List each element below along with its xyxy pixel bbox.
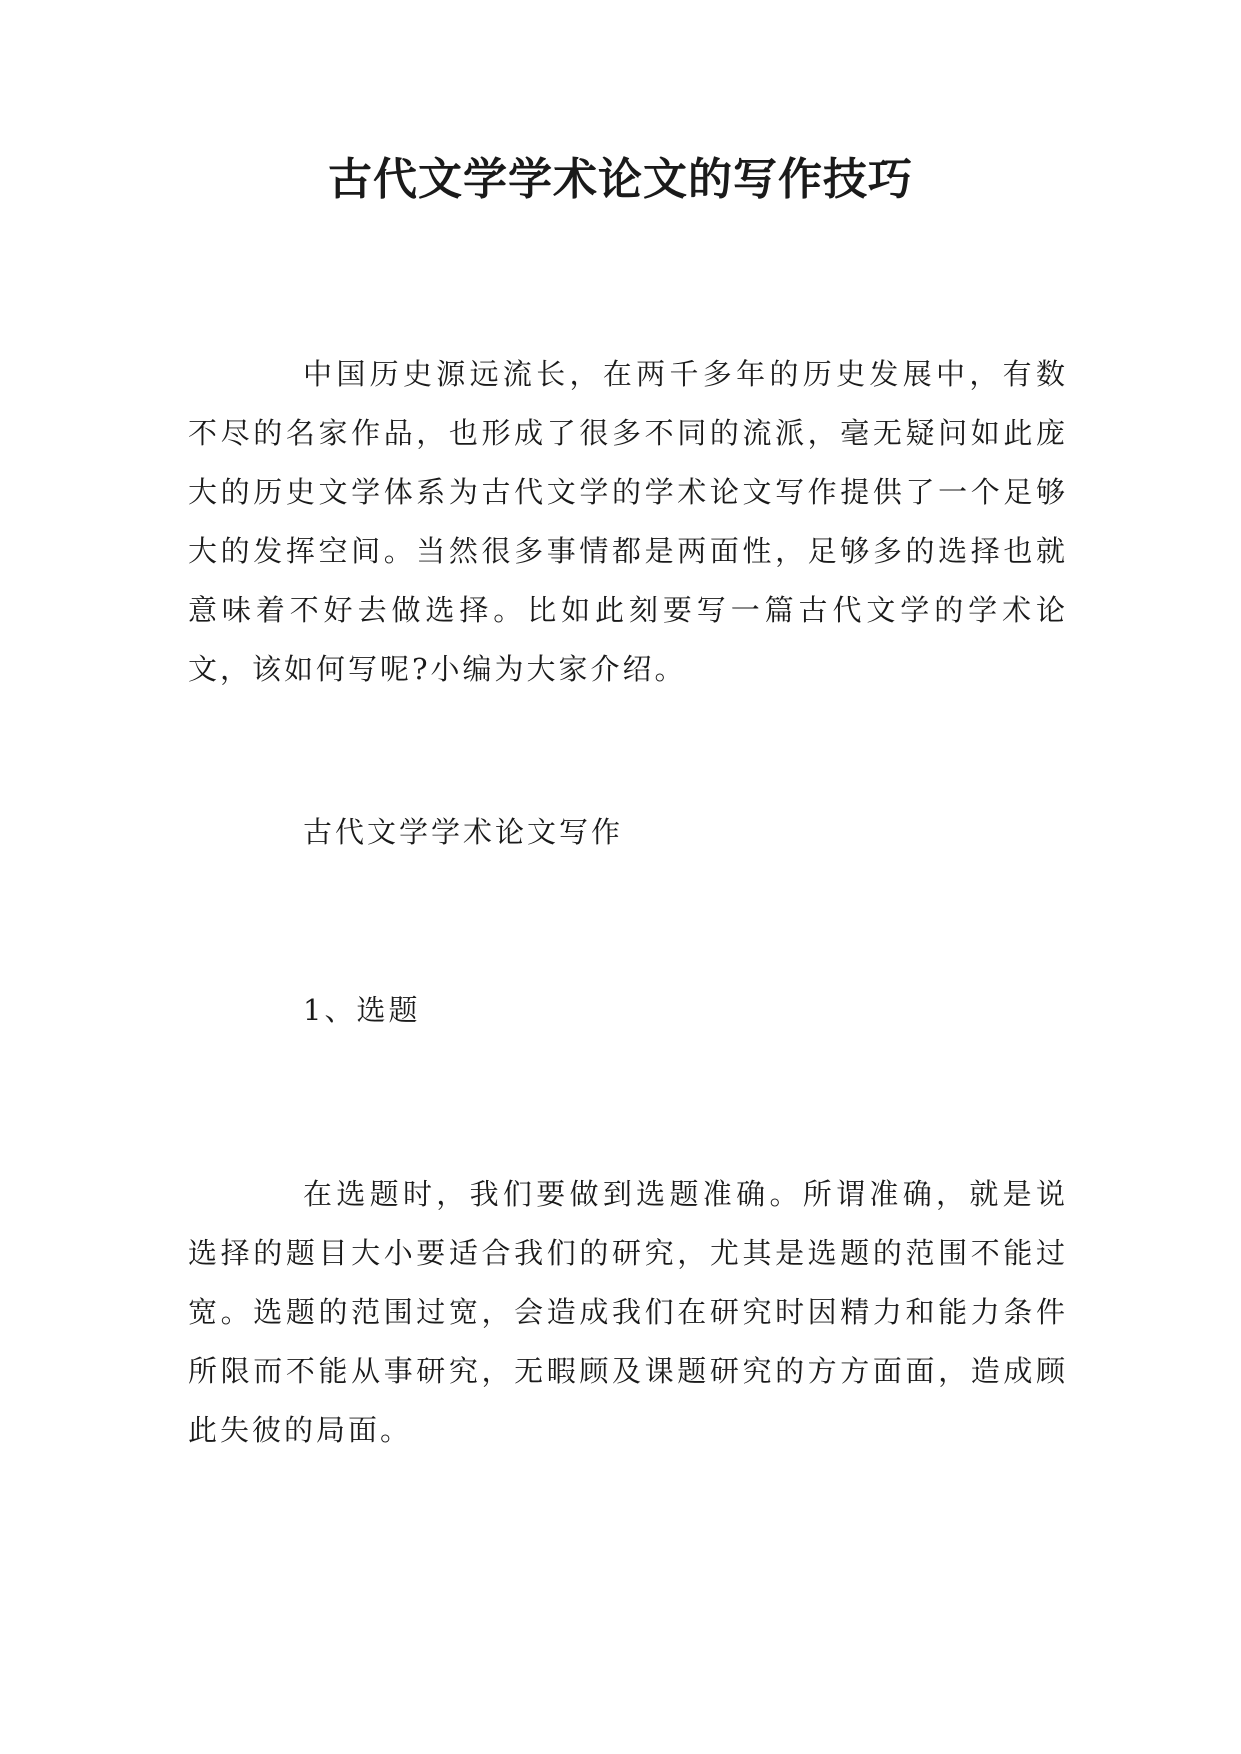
subsection-heading: 1、选题	[303, 993, 421, 1027]
document-title: 古代文学学术论文的写作技巧	[328, 154, 913, 205]
section-heading: 古代文学学术论文写作	[303, 815, 624, 849]
intro-paragraph: 中国历史源远流长，在两千多年的历史发展中，有数不尽的名家作品，也形成了很多不同的流派，毫无疑问如此庞大的历史文学体系为古代文学的学术论文写作提供了一个足够大的发挥空间。当然很多事情都是两面性，足够多的选择也就意味着不好去做选择。比如此刻要写一篇古代文学的学术论文，该如何写呢?小编为大家介绍。	[188, 357, 1068, 686]
topic-paragraph: 在选题时，我们要做到选题准确。所谓准确，就是说选择的题目大小要适合我们的研究，尤其是选题的范围不能过宽。选题的范围过宽，会造成我们在研究时因精力和能力条件所限而不能从事研究，无暇顾及课题研究的方方面面，造成顾此失彼的局面。	[188, 1177, 1068, 1447]
